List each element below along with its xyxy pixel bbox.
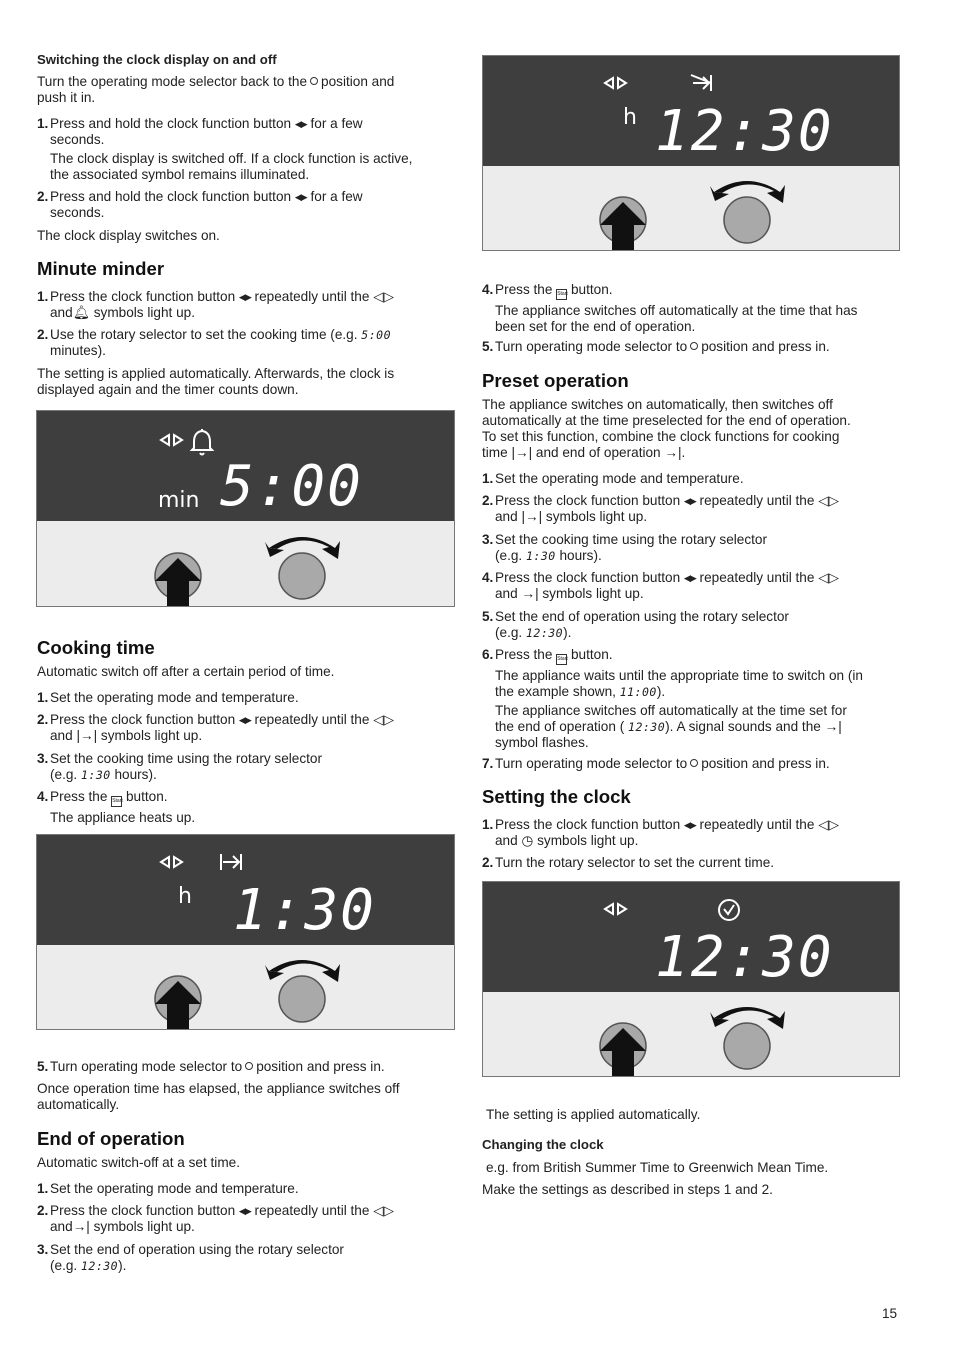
heading-setting-the-clock: Setting the clock xyxy=(482,786,631,807)
zero-position-icon xyxy=(310,77,318,85)
start-button-icon: Start xyxy=(556,289,567,300)
end-of-operation-icon: →| xyxy=(72,1219,90,1234)
cooking-time-icon: |→| xyxy=(521,509,543,524)
list-item: 1. Press the clock function button ◀▶ repeatedly until the ◁▷ and ◷ symbols light up. xyxy=(482,817,840,848)
mode-arrows-icon xyxy=(605,904,626,914)
heading-preset-operation: Preset operation xyxy=(482,370,629,391)
clock-function-button-icon: ◀▶ xyxy=(238,715,251,725)
list-item: 1. Set the operating mode and temperature. xyxy=(37,1181,299,1196)
mode-arrows-icon xyxy=(161,857,182,867)
lcd-inline-value: 12:30 xyxy=(80,1259,119,1273)
clock-function-button-icon: ◀▶ xyxy=(683,573,696,583)
display-digits: 1:30 xyxy=(233,878,376,943)
list-item: 3. Set the cooking time using the rotary selector (e.g. 1:30 hours). xyxy=(482,532,768,563)
clock-function-button-icon: ◀▶ xyxy=(238,292,251,302)
display-unit: min xyxy=(158,488,200,513)
list-item: 5. Turn operating mode selector to position and press in. xyxy=(37,1059,385,1074)
paragraph: Automatic switch off after a certain period of time. xyxy=(37,664,335,679)
bell-icon: 🔔︎ xyxy=(72,305,90,320)
paragraph: Make the settings as described in steps 1 and 2. xyxy=(482,1182,773,1197)
list-item: 1. Set the operating mode and temperature. xyxy=(37,690,299,705)
list-item: 5. Set the end of operation using the rotary selector (e.g. 12:30). xyxy=(482,609,789,640)
paragraph: e.g. from British Summer Time to Greenwich Mean Time. xyxy=(486,1160,829,1175)
list-item: 1. Press and hold the clock function button ◀▶ for a few seconds. The clock display is switched off. If a clock function is active, the associated symbol remains illuminated. xyxy=(37,116,413,182)
display-digits: 12:30 xyxy=(655,925,834,990)
list-item: 3. Set the cooking time using the rotary selector (e.g. 1:30 hours). xyxy=(37,751,323,782)
cooking-time-icon: |→| xyxy=(511,445,533,460)
list-item: 7. Turn operating mode selector to position and press in. xyxy=(482,756,830,771)
control-panel-illustration xyxy=(482,55,900,251)
page-number: 15 xyxy=(882,1306,898,1321)
mode-arrows-icon xyxy=(605,78,626,88)
control-panel-illustration xyxy=(36,410,455,607)
heading-minute-minder: Minute minder xyxy=(37,258,165,279)
heading-cooking-time: Cooking time xyxy=(37,637,155,658)
list-item: 6. Press the Start button. The appliance waits until the appropriate time to switch on (in the example shown, 11:00). The appliance switches off automatically at the time set for the end of operation ( 12:30). A signal sounds and the →| symbol flashes. xyxy=(482,647,863,750)
clock-icon xyxy=(719,900,739,920)
lcd-inline-value: 1:30 xyxy=(525,549,556,563)
rotary-selector xyxy=(279,553,325,599)
list-item: 5. Turn operating mode selector to position and press in. xyxy=(482,339,830,354)
clock-function-button-icon: ◀▶ xyxy=(238,1206,251,1216)
list-item: 3. Set the end of operation using the rotary selector (e.g. 12:30). xyxy=(37,1242,344,1273)
control-panel-illustration xyxy=(482,881,900,1077)
clock-icon: ◷ xyxy=(521,833,534,848)
paragraph: The setting is applied automatically. xyxy=(486,1107,701,1122)
list-item: 2. Press and hold the clock function button ◀▶ for a few seconds. xyxy=(37,189,363,220)
display-digits: 5:00 xyxy=(220,454,363,519)
end-of-operation-icon: →| xyxy=(664,445,682,460)
mode-arrows-icon: ◁▷ xyxy=(818,493,840,508)
rotary-selector xyxy=(724,1023,770,1069)
paragraph: Once operation time has elapsed, the appliance switches off automatically. xyxy=(37,1081,400,1112)
paragraph: The appliance switches on automatically, then switches off automatically at the time preselected for the end of operation. To set this function, combine the clock functions for cooking time |→| and end of operation →|. xyxy=(482,397,851,460)
paragraph: Automatic switch-off at a set time. xyxy=(37,1155,240,1170)
mode-arrows-icon: ◁▷ xyxy=(373,289,395,304)
lcd-inline-value: 1:30 xyxy=(80,768,111,782)
list-item: 2. Use the rotary selector to set the cooking time (e.g. 5:00 minutes). xyxy=(37,327,391,358)
display-digits: 12:30 xyxy=(655,99,834,164)
cooking-time-icon: |→| xyxy=(76,728,98,743)
display-unit: h xyxy=(178,884,192,909)
zero-position-icon xyxy=(690,342,698,350)
subheading-changing-the-clock: Changing the clock xyxy=(482,1137,604,1152)
lcd-inline-value: 5:00 xyxy=(361,328,391,342)
mode-arrows-icon: ◁▷ xyxy=(818,570,840,585)
clock-function-button-icon: ◀▶ xyxy=(294,119,307,129)
zero-position-icon xyxy=(690,759,698,767)
mode-arrows-icon: ◁▷ xyxy=(373,1203,395,1218)
list-item: 4. Press the Start button. The appliance heats up. xyxy=(37,789,196,825)
display-unit: h xyxy=(623,105,637,130)
list-item: 4. Press the clock function button ◀▶ repeatedly until the ◁▷ and →| symbols light up. xyxy=(482,570,840,601)
paragraph: The clock display switches on. xyxy=(37,228,220,243)
bell-icon xyxy=(192,429,212,455)
heading-end-of-operation: End of operation xyxy=(37,1128,185,1149)
end-of-operation-icon xyxy=(691,75,711,91)
start-button-icon: Start xyxy=(556,654,567,665)
list-item: 4. Press the Start button. The appliance switches off automatically at the time that has been set for the end of operation. xyxy=(482,282,858,334)
lcd-inline-value: 11:00 xyxy=(619,685,657,699)
mode-arrows-icon: ◁▷ xyxy=(818,817,840,832)
zero-position-icon xyxy=(245,1062,253,1070)
subheading-switching: Switching the clock display on and off xyxy=(37,52,277,67)
list-item: 2. Press the clock function button ◀▶ repeatedly until the ◁▷ and |→| symbols light up. xyxy=(482,493,840,524)
list-item: 2. Turn the rotary selector to set the current time. xyxy=(482,855,775,870)
list-item: 2. Press the clock function button ◀▶ repeatedly until the ◁▷ and |→| symbols light up. xyxy=(37,712,395,743)
mode-arrows-icon: ◁▷ xyxy=(373,712,395,727)
lcd-inline-value: 12:30 xyxy=(525,626,564,640)
cooking-time-icon xyxy=(221,854,241,870)
control-panel-illustration xyxy=(36,834,455,1030)
list-item: 1. Press the clock function button ◀▶ repeatedly until the ◁▷ and🔔︎ symbols light up. xyxy=(37,289,395,320)
lcd-inline-value: 12:30 xyxy=(628,720,666,734)
clock-function-button-icon: ◀▶ xyxy=(294,192,307,202)
rotary-selector xyxy=(279,976,325,1022)
list-item: 2. Press the clock function button ◀▶ repeatedly until the ◁▷ and→| symbols light up. xyxy=(37,1203,395,1234)
end-of-operation-icon: →| xyxy=(824,719,842,734)
paragraph: The setting is applied automatically. Afterwards, the clock is displayed again and the timer counts down. xyxy=(37,366,395,397)
clock-function-button-icon: ◀▶ xyxy=(683,496,696,506)
list-item: 1. Set the operating mode and temperature. xyxy=(482,471,744,486)
paragraph: Turn the operating mode selector back to the position and push it in. xyxy=(37,74,395,105)
end-of-operation-icon: →| xyxy=(521,586,539,601)
rotary-selector xyxy=(724,197,770,243)
mode-arrows-icon xyxy=(161,435,182,445)
clock-function-button-icon: ◀▶ xyxy=(683,820,696,830)
start-button-icon: Start xyxy=(111,796,122,807)
